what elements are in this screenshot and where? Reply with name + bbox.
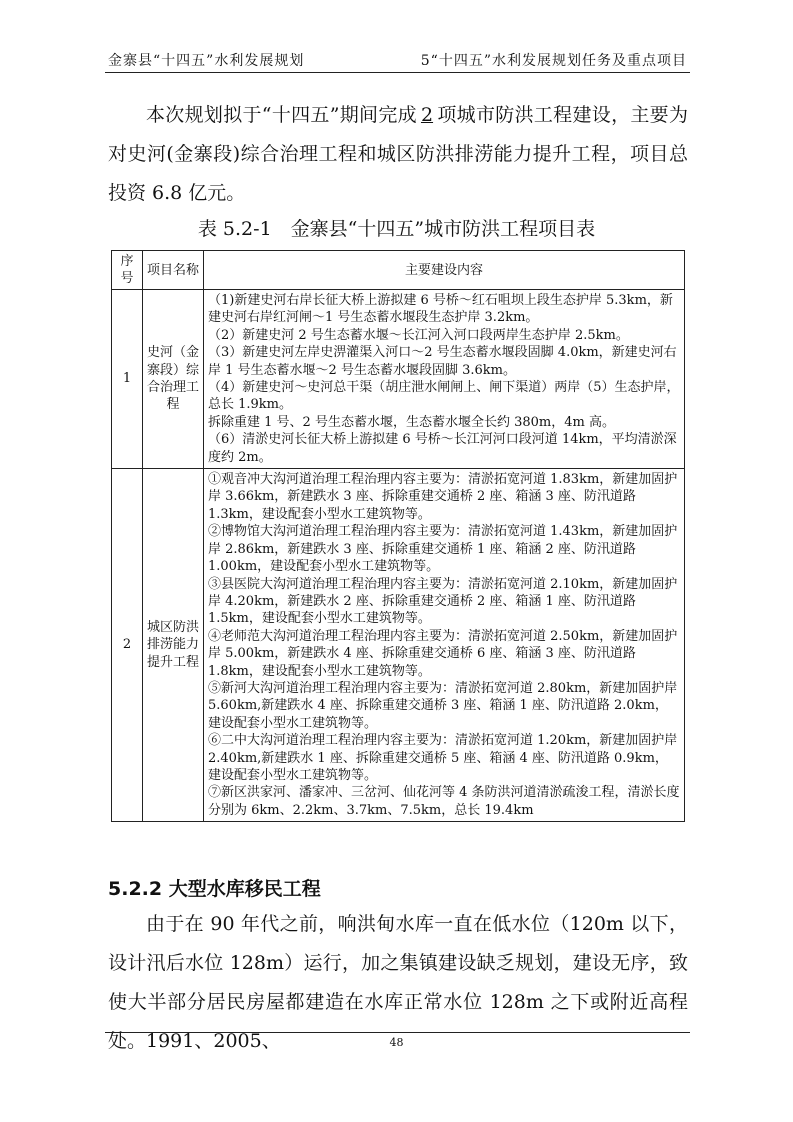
content-line: ⑦新区洪家河、潘家冲、三岔河、仙花河等 4 条防洪河道清淤疏浚工程，清淤长度分别为 6km、2.2km、3.7km、7.5km，总长 19.4km bbox=[208, 785, 680, 818]
header-content: 主要建设内容 bbox=[204, 251, 685, 290]
table-header-row bbox=[112, 251, 685, 290]
body-paragraph: 由于在 90 年代之前，响洪甸水库一直在低水位（120m 以下，设计汛后水位 128m）运行，加之集镇建设缺乏规划，建设无序，致使大半部分居民房屋都建造在水库正常水位 128m 之下或附近高程处。1991、2005、 bbox=[108, 913, 688, 1052]
content-line: （2）新建史河 2 号生态蓄水堰～长江河入河口段两岸生态护岸 2.5km。 bbox=[208, 327, 629, 343]
page-number: 48 bbox=[389, 1036, 404, 1049]
row-project-name: 史河（金寨段）综合治理工程 bbox=[143, 290, 204, 469]
table-caption: 表 5.2-1 金寨县“十四五”城市防洪工程项目表 bbox=[197, 218, 596, 240]
row-content bbox=[204, 290, 685, 469]
footer-divider bbox=[105, 1032, 690, 1033]
content-line: ⑤新河大沟河道治理工程治理内容主要为：清淤拓宽河道 2.80km，新建加固护岸 5.60km,新建跌水 4 座、拆除重建交通桥 3 座、箱涵 1 座、防汛道路 2.0km，建设配套小型水工建筑物等。 bbox=[208, 680, 678, 731]
header-no: 序号 bbox=[112, 251, 143, 290]
flood-control-project-table bbox=[111, 250, 685, 822]
row-content bbox=[204, 469, 685, 822]
content-line: ③县医院大沟河道治理工程治理内容主要为：清淤拓宽河道 2.10km，新建加固护岸 4.20km，新建跌水 2 座、拆除重建交通桥 2 座、箱涵 1 座、防汛道路 1.5km，建设配套小型水工建筑物等。 bbox=[208, 576, 678, 627]
content-line: 拆除重建 1 号、2 号生态蓄水堰，生态蓄水堰全长约 380m，4m 高。 bbox=[208, 414, 615, 430]
header-chapter-title: 5“十四五”水利发展规划任务及重点项目 bbox=[420, 53, 687, 69]
content-line: （1)新建史河右岸长征大桥上游拟建 6 号桥～红石咀坝上段生态护岸 5.3km，新建史河右岸红河闸～1 号生态蓄水堰段生态护岸 3.2km。 bbox=[208, 293, 673, 326]
intro-text-end: 项城市防洪工程建设，主要为对史河(金寨段)综合治理工程和城区防洪排涝能力提升工程，项目总投资 6.8 亿元。 bbox=[108, 104, 688, 204]
header-document-title: 金寨县“十四五”水利发展规划 bbox=[108, 53, 305, 69]
intro-paragraph bbox=[108, 96, 688, 213]
header-divider bbox=[105, 72, 690, 73]
content-line: ②博物馆大沟河道治理工程治理内容主要为：清淤拓宽河道 1.43km，新建加固护岸 2.86km，新建跌水 3 座、拆除重建交通桥 1 座、箱涵 2 座、防汛道路 1.00km，建设配套小型水工建筑物等。 bbox=[208, 524, 678, 575]
row-project-name: 城区防洪排涝能力提升工程 bbox=[143, 469, 204, 822]
content-line: ①观音冲大沟河道治理工程治理内容主要为：清淤拓宽河道 1.83km，新建加固护岸 3.66km，新建跌水 3 座、拆除重建交通桥 2 座、箱涵 3 座、防汛道路 1.3km，建设配套小型水工建筑物等。 bbox=[208, 472, 678, 522]
table-row bbox=[112, 290, 685, 469]
content-line: （3）新建史河左岸史淠灌渠入河口～2 号生态蓄水堰段固脚 4.0km，新建史河右岸 1 号生态蓄水堰～2 号生态蓄水堰段固脚 3.6km。 bbox=[208, 345, 677, 378]
content-line: （6）清淤史河长征大桥上游拟建 6 号桥～长江河河口段河道 14km，平均清淤深度约 2m。 bbox=[208, 432, 677, 465]
row-number: 1 bbox=[112, 290, 143, 469]
section-heading: 5.2.2 大型水库移民工程 bbox=[108, 878, 321, 900]
intro-project-count: 2 bbox=[420, 104, 434, 126]
content-line: ⑥二中大沟河道治理工程治理内容主要为：清淤拓宽河道 1.20km，新建加固护岸 2.40km,新建跌水 1 座、拆除重建交通桥 5 座、箱涵 4 座、防汛道路 0.9km，建设配套小型水工建筑物等。 bbox=[208, 733, 678, 783]
intro-text-start: 本次规划拟于“十四五”期间完成 bbox=[146, 104, 417, 126]
row-number: 2 bbox=[112, 469, 143, 822]
header-project-name: 项目名称 bbox=[143, 251, 204, 290]
content-line: ④老师范大沟河道治理工程治理内容主要为：清淤拓宽河道 2.50km，新建加固护岸 5.00km，新建跌水 4 座、拆除重建交通桥 6 座、箱涵 3 座、防汛道路 1.8km，建设配套小型水工建筑物等。 bbox=[208, 628, 678, 679]
table-row bbox=[112, 469, 685, 822]
content-line: （4）新建史河～史河总干渠（胡庄泄水闸闸上、闸下渠道）两岸（5）生态护岸，总长 1.9km。 bbox=[208, 380, 680, 413]
